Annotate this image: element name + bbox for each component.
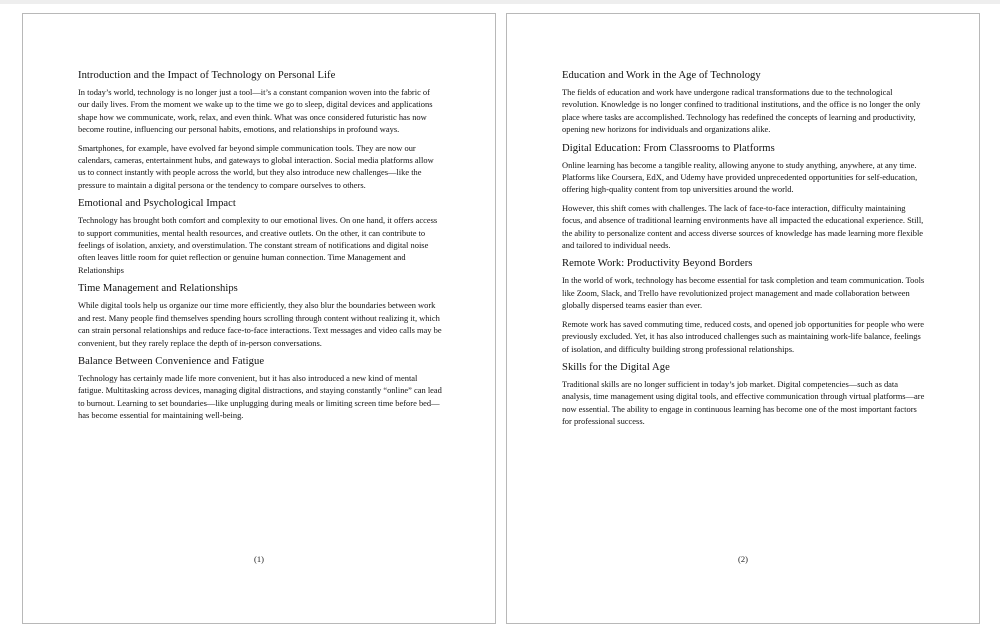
section-digital-skills bbox=[562, 361, 927, 428]
page-number: (2) bbox=[738, 554, 748, 564]
page-number: (1) bbox=[254, 554, 264, 564]
paragraph: Technology has brought both comfort and complexity to our emotional lives. On one hand, it offers access to support communities, mental health resources, and creative outlets. On the other, it can contribute to feelings of isolation, anxiety, and overstimulation. The constant stream of notifications and digital noise often leaves little room for quiet reflection or genuine human connection. Time Management and Relationships bbox=[78, 215, 438, 275]
section-heading: Digital Education: From Classrooms to Platforms bbox=[562, 142, 775, 154]
page-2 bbox=[506, 13, 980, 624]
paragraph: While digital tools help us organize our time more efficiently, they also blur the boundaries between work and rest. Many people find themselves spending hours scrolling through content without realizing it, which can strain personal relationships and reduce face-to-face interactions. Text messages and video calls may be convenient, but they rarely replace the depth of in-person conversations. bbox=[78, 300, 442, 348]
section-education-and-work bbox=[562, 69, 927, 136]
paragraph: In today’s world, technology is no longer just a tool—it’s a constant companion woven into the fabric of our daily lives. From the moment we wake up to the time we go to sleep, digital devices and applications shape how we communicate, work, relax, and even think. What was once considered futuristic has now become routine, influencing our personal habits, emotions, and relationships in profound ways. bbox=[78, 87, 433, 135]
section-heading: Education and Work in the Age of Technology bbox=[562, 70, 761, 81]
paragraph: Traditional skills are no longer sufficient in today’s job market. Digital competencies—such as data analysis, time management using digital tools, and effective communication through virtual platforms—are now essential. The ability to engage in continuous learning has become one of the most important factors for professional success. bbox=[562, 378, 925, 427]
viewer-top-strip bbox=[0, 0, 1000, 4]
page-1-content bbox=[78, 69, 443, 428]
section-balance bbox=[78, 355, 443, 422]
section-emotional-impact bbox=[78, 197, 443, 276]
section-heading: Balance Between Convenience and Fatigue bbox=[78, 355, 265, 367]
page-2-content bbox=[562, 69, 927, 434]
paragraph: Online learning has become a tangible reality, allowing anyone to study anything, anywhere, at any time. Platforms like Coursera, EdX, and Udemy have provided unprecedented opportunities for self-education, offering high-quality content from top universities around the world. bbox=[562, 159, 918, 195]
section-heading: Remote Work: Productivity Beyond Borders bbox=[562, 258, 753, 270]
section-remote-work bbox=[562, 257, 927, 354]
paragraph: Smartphones, for example, have evolved far beyond simple communication tools. They are now our calendars, cameras, entertainment hubs, and gateways to global interaction. Social media platforms allow us to connect instantly with people across the world, but they also introduce new challenges—like the pressure to maintain a digital persona or the tendency to compare ourselves to others. bbox=[78, 142, 434, 190]
paragraph: The fields of education and work have undergone radical transformations due to the technological revolution. Knowledge is no longer confined to traditional institutions, and the office is no longer the only place where tasks are accomplished. Technology has redefined the concepts of learning and productivity, opening new horizons for individuals and organizations alike. bbox=[562, 87, 921, 135]
section-heading: Emotional and Psychological Impact bbox=[78, 198, 236, 210]
section-heading: Time Management and Relationships bbox=[78, 283, 238, 295]
section-introduction bbox=[78, 69, 443, 191]
page-1 bbox=[22, 13, 496, 624]
paragraph: Technology has certainly made life more convenient, but it has also introduced a new kind of mental fatigue. Multitasking across devices, managing digital distractions, and staying constantly “online” can lead to burnout. Learning to set boundaries—like unplugging during meals or limiting screen time before bed—has become essential for maintaining well-being. bbox=[78, 372, 442, 421]
section-time-management bbox=[78, 282, 443, 349]
section-digital-education bbox=[562, 142, 927, 252]
paragraph: Remote work has saved commuting time, reduced costs, and opened job opportunities for people who were previously excluded. Yet, it has also introduced challenges such as maintaining work-life balance, feelings of isolation, and difficulty building strong professional relationships. bbox=[562, 318, 925, 354]
paragraph: In the world of work, technology has become essential for task completion and team communication. Tools like Zoom, Slack, and Trello have revolutionized project management and made collaboration between globally dispersed teams easier than ever. bbox=[562, 275, 925, 311]
section-heading: Skills for the Digital Age bbox=[562, 361, 670, 373]
section-heading: Introduction and the Impact of Technology on Personal Life bbox=[78, 70, 336, 81]
paragraph: However, this shift comes with challenges. The lack of face-to-face interaction, difficulty maintaining focus, and absence of traditional learning environments have all impacted the educational experience. Still, the ability to personalize content and access diverse sources of knowledge has made learning more flexible and tailored to individual needs. bbox=[562, 202, 924, 251]
